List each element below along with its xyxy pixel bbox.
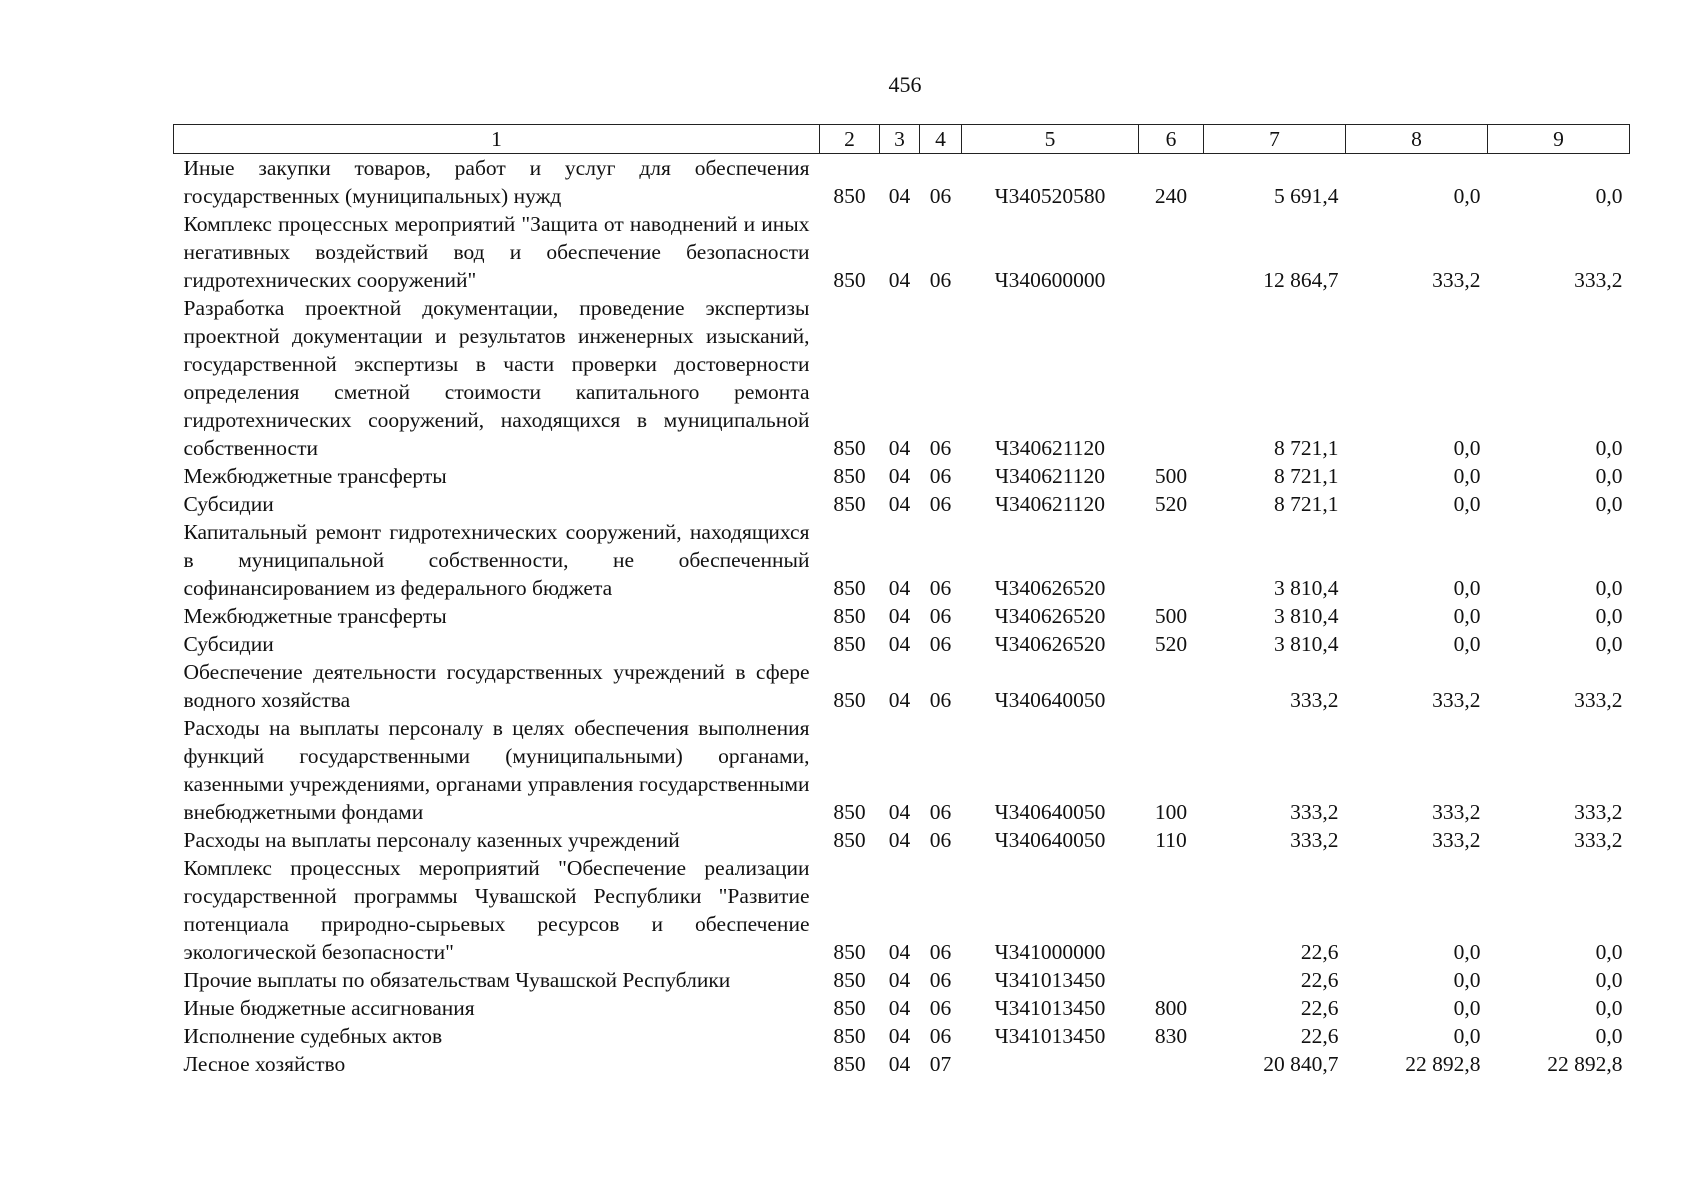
cell-amount-col8: 0,0 [1453,940,1481,964]
row-description: Капитальный ремонт гидротехнических сооружений, находящихся в муниципальной собственности, не обеспеченный софинансированием из федерального бюджета [183,520,810,600]
cell-expense-type: 800 [1154,996,1188,1020]
table-row [174,1050,1630,1078]
cell-amount-col8: 22 892,8 [1405,1052,1481,1076]
cell-subsection: 06 [929,632,952,656]
cell-ministry-code: 850 [833,184,866,208]
cell-amount-col7: 333,2 [1290,688,1339,712]
cell-section: 04 [888,184,911,208]
cell-section: 04 [888,632,911,656]
cell-target-article: Ч340626520 [994,604,1106,628]
row-description: Субсидии [183,492,274,516]
cell-ministry-code: 850 [833,828,866,852]
cell-target-article: Ч340640050 [994,800,1106,824]
cell-amount-col8: 0,0 [1453,576,1481,600]
cell-target-article: Ч340640050 [994,688,1106,712]
cell-expense-type [1139,294,1204,462]
cell-expense-type: 520 [1154,632,1188,656]
cell-target-article: Ч340621120 [995,492,1105,516]
cell-amount-col7: 8 721,1 [1274,436,1339,460]
cell-amount-col9: 0,0 [1595,604,1623,628]
cell-subsection: 06 [929,268,952,292]
cell-section: 04 [888,492,911,516]
table-row [174,966,1630,994]
cell-section: 04 [888,604,911,628]
cell-amount-col9: 333,2 [1574,800,1623,824]
row-description: Исполнение судебных актов [183,1024,443,1048]
cell-ministry-code: 850 [833,1052,866,1076]
cell-target-article: Ч341013450 [994,1024,1106,1048]
cell-expense-type [1139,854,1204,966]
cell-section: 04 [888,1024,911,1048]
header-cell-9: 9 [1488,125,1630,154]
cell-amount-col7: 22,6 [1300,968,1339,992]
cell-expense-type: 110 [1155,828,1187,852]
cell-subsection: 06 [929,604,952,628]
cell-expense-type: 240 [1154,184,1188,208]
cell-expense-type: 500 [1154,464,1188,488]
cell-target-article: Ч341013450 [994,996,1106,1020]
cell-amount-col7: 3 810,4 [1274,632,1339,656]
cell-subsection: 06 [929,184,952,208]
table-row [174,602,1630,630]
cell-amount-col9: 0,0 [1595,576,1623,600]
cell-section: 04 [888,436,911,460]
cell-expense-type [1139,210,1204,294]
row-description: Межбюджетные трансферты [183,604,447,628]
cell-ministry-code: 850 [833,800,866,824]
cell-amount-col9: 0,0 [1595,632,1623,656]
cell-section: 04 [888,1052,911,1076]
cell-amount-col7: 3 810,4 [1274,576,1339,600]
cell-amount-col7: 22,6 [1300,1024,1339,1048]
header-cell-1: 1 [174,125,820,154]
cell-amount-col7: 5 691,4 [1274,184,1339,208]
cell-amount-col9: 333,2 [1574,268,1623,292]
cell-expense-type: 520 [1154,492,1188,516]
cell-amount-col7: 22,6 [1300,996,1339,1020]
table-body [174,154,1630,1079]
row-description: Иные бюджетные ассигнования [183,996,475,1020]
cell-amount-col8: 333,2 [1432,268,1481,292]
cell-amount-col9: 0,0 [1595,492,1623,516]
cell-expense-type [1139,658,1204,714]
cell-ministry-code: 850 [833,968,866,992]
row-description: Комплекс процессных мероприятий "Защита от наводнений и иных негативных воздействий вод и обеспечение безопасности гидротехнических сооружений" [183,212,810,292]
cell-section: 04 [888,940,911,964]
cell-amount-col8: 0,0 [1453,632,1481,656]
cell-target-article: Ч340626520 [994,632,1106,656]
cell-expense-type [1139,966,1204,994]
cell-amount-col9: 0,0 [1595,996,1623,1020]
cell-target-article: Ч340621120 [995,436,1105,460]
cell-amount-col8: 333,2 [1432,800,1481,824]
cell-ministry-code: 850 [833,576,866,600]
cell-subsection: 06 [929,940,952,964]
table-row [174,854,1630,966]
cell-ministry-code: 850 [833,464,866,488]
cell-subsection: 06 [929,576,952,600]
cell-amount-col7: 333,2 [1290,800,1339,824]
cell-target-article: Ч340621120 [995,464,1105,488]
cell-amount-col9: 0,0 [1595,1024,1623,1048]
header-cell-6: 6 [1139,125,1204,154]
row-description: Расходы на выплаты персоналу в целях обеспечения выполнения функций государственными (муниципальными) органами, казенными учреждениями, органами управления государственными внебюджетными фондами [183,716,810,824]
cell-amount-col9: 0,0 [1595,940,1623,964]
cell-subsection: 06 [929,436,952,460]
cell-amount-col8: 333,2 [1432,688,1481,712]
row-description: Прочие выплаты по обязательствам Чувашской Республики [183,968,731,992]
page-number: 456 [888,72,922,97]
cell-amount-col9: 0,0 [1595,464,1623,488]
row-description: Межбюджетные трансферты [183,464,447,488]
cell-amount-col9: 0,0 [1595,968,1623,992]
cell-amount-col8: 0,0 [1453,996,1481,1020]
cell-amount-col7: 8 721,1 [1274,464,1339,488]
cell-amount-col8: 333,2 [1432,828,1481,852]
cell-target-article: Ч340626520 [994,576,1106,600]
cell-section: 04 [888,828,911,852]
cell-expense-type [1139,518,1204,602]
cell-amount-col7: 20 840,7 [1263,1052,1339,1076]
row-description: Иные закупки товаров, работ и услуг для обеспечения государственных (муниципальных) нужд [183,156,810,208]
cell-section: 04 [888,996,911,1020]
cell-expense-type: 830 [1154,1024,1188,1048]
cell-ministry-code: 850 [833,1024,866,1048]
table-row [174,714,1630,826]
cell-amount-col8: 0,0 [1453,492,1481,516]
row-description: Обеспечение деятельности государственных учреждений в сфере водного хозяйства [183,660,810,712]
cell-subsection: 06 [929,800,952,824]
cell-target-article: Ч340600000 [994,268,1106,292]
cell-amount-col8: 0,0 [1453,436,1481,460]
cell-section: 04 [888,464,911,488]
table-header [174,125,1630,154]
row-description: Расходы на выплаты персоналу казенных учреждений [183,828,680,852]
cell-ministry-code: 850 [833,632,866,656]
table-row [174,490,1630,518]
cell-subsection: 06 [929,464,952,488]
table-row [174,462,1630,490]
cell-amount-col7: 12 864,7 [1263,268,1339,292]
cell-subsection: 06 [929,688,952,712]
table-row [174,658,1630,714]
row-description: Разработка проектной документации, проведение экспертизы проектной документации и результатов инженерных изысканий, государственной экспертизы в части проверки достоверности определения сметной стоимости капитального ремонта гидротехнических сооружений, находящихся в муниципальной собственности [183,296,810,460]
table-row [174,630,1630,658]
cell-expense-type: 500 [1154,604,1188,628]
header-cell-5: 5 [962,125,1139,154]
cell-amount-col8: 0,0 [1453,604,1481,628]
cell-ministry-code: 850 [833,688,866,712]
header-cell-4: 4 [920,125,962,154]
cell-amount-col8: 0,0 [1453,1024,1481,1048]
cell-amount-col9: 22 892,8 [1547,1052,1623,1076]
cell-amount-col9: 0,0 [1595,184,1623,208]
cell-amount-col8: 0,0 [1453,968,1481,992]
cell-target-article: Ч341000000 [994,940,1106,964]
header-cell-3: 3 [880,125,920,154]
cell-section: 04 [888,688,911,712]
cell-section: 04 [888,968,911,992]
row-description: Комплекс процессных мероприятий "Обеспечение реализации государственной программы Чувашской Республики "Развитие потенциала природно-сырьевых ресурсов и обеспечение экологической безопасности" [183,856,810,964]
cell-target-article: Ч340520580 [994,184,1106,208]
cell-amount-col7: 8 721,1 [1274,492,1339,516]
cell-ministry-code: 850 [833,604,866,628]
row-description: Субсидии [183,632,274,656]
table-row [174,994,1630,1022]
cell-target-article: Ч341013450 [994,968,1106,992]
cell-subsection: 06 [929,996,952,1020]
cell-ministry-code: 850 [833,436,866,460]
cell-section: 04 [888,576,911,600]
cell-section: 04 [888,268,911,292]
cell-amount-col7: 3 810,4 [1274,604,1339,628]
cell-expense-type: 100 [1154,800,1188,824]
cell-amount-col7: 22,6 [1300,940,1339,964]
table-row [174,210,1630,294]
cell-ministry-code: 850 [833,996,866,1020]
table-row [174,518,1630,602]
cell-amount-col9: 333,2 [1574,688,1623,712]
cell-amount-col8: 0,0 [1453,464,1481,488]
table-row [174,1022,1630,1050]
cell-ministry-code: 850 [833,492,866,516]
cell-amount-col7: 333,2 [1290,828,1339,852]
cell-subsection: 06 [929,1024,952,1048]
budget-table [173,124,1630,1078]
cell-subsection: 07 [929,1052,952,1076]
table-row [174,294,1630,462]
row-description: Лесное хозяйство [183,1052,346,1076]
cell-target-article [962,1050,1139,1078]
cell-amount-col9: 333,2 [1574,828,1623,852]
cell-target-article: Ч340640050 [994,828,1106,852]
cell-subsection: 06 [929,968,952,992]
header-row [174,125,1630,154]
cell-subsection: 06 [929,492,952,516]
cell-amount-col8: 0,0 [1453,184,1481,208]
cell-expense-type [1139,1050,1204,1078]
cell-ministry-code: 850 [833,268,866,292]
cell-ministry-code: 850 [833,940,866,964]
header-cell-7: 7 [1204,125,1346,154]
cell-section: 04 [888,800,911,824]
table-row [174,154,1630,211]
table-row [174,826,1630,854]
cell-subsection: 06 [929,828,952,852]
header-cell-8: 8 [1346,125,1488,154]
header-cell-2: 2 [820,125,880,154]
cell-amount-col9: 0,0 [1595,436,1623,460]
